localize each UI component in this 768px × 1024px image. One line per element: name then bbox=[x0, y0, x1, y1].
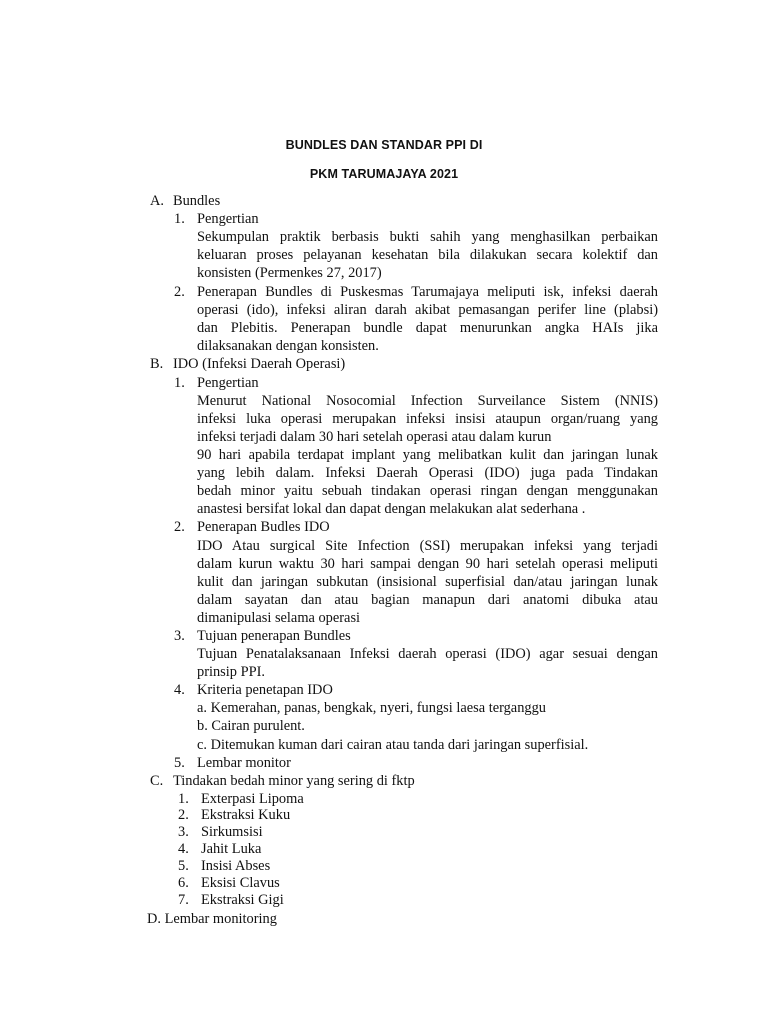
section-b-item3-heading: Tujuan penerapan Bundles bbox=[197, 628, 351, 644]
section-c-item-label: Ekstraksi Gigi bbox=[201, 892, 284, 908]
section-b-item4-subitem: a. Kemerahan, panas, bengkak, nyeri, fungsi laesa terganggu bbox=[197, 700, 546, 716]
section-b-item3-number: 3. bbox=[174, 628, 185, 644]
section-a-item1-line: Sekumpulan praktik berbasis bukti sahih yang menghasilkan perbaikan bbox=[197, 229, 658, 245]
section-a-heading: Bundles bbox=[173, 193, 221, 209]
section-a-item1-line: keluaran proses pelayanan kesehatan bila dilakukan secara kolektif dan bbox=[197, 247, 658, 263]
section-c-item-label: Sirkumsisi bbox=[201, 824, 263, 840]
section-b-item2-line: dalam kurun waktu 30 hari sampai dengan 90 hari setelah operasi meliputi bbox=[197, 556, 658, 572]
section-a-marker: A. bbox=[150, 193, 164, 209]
section-b-item1-line: Menurut National Nosocomial Infection Surveilance Sistem (NNIS) bbox=[197, 393, 658, 409]
section-c-item-number: 3. bbox=[178, 824, 189, 840]
section-a-item1-number: 1. bbox=[174, 211, 185, 227]
section-b-item1-line: bedah minor yaitu sebuah tindakan operasi ringan dengan menggunakan bbox=[197, 483, 658, 499]
section-c-item-number: 7. bbox=[178, 892, 189, 908]
section-a-item2-number: 2. bbox=[174, 284, 185, 300]
section-b-item2-line: dalam sayatan dan atau bagian manapun dari anatomi dibuka atau bbox=[197, 592, 658, 608]
section-c-marker: C. bbox=[150, 773, 164, 789]
section-c-item-number: 2. bbox=[178, 807, 189, 823]
section-b-item1-line: yang lebih dalam. Infeksi Daerah Operasi (IDO) juga pada Tindakan bbox=[197, 465, 658, 481]
section-d-heading: D. Lembar monitoring bbox=[147, 911, 277, 927]
section-b-item2-line: kulit dan jaringan subkutan (insisional superfisial dan/atau jaringan lunak bbox=[197, 574, 658, 590]
section-b-item2-line: IDO Atau surgical Site Infection (SSI) merupakan infeksi yang terjadi bbox=[197, 538, 658, 554]
section-c-item-label: Eksisi Clavus bbox=[201, 875, 280, 891]
section-c-item-number: 5. bbox=[178, 858, 189, 874]
section-b-item2-line: dimanipulasi selama operasi bbox=[197, 610, 361, 626]
section-a-item2-line: dan Plebitis. Penerapan bundle dapat menurunkan angka HAIs jika bbox=[197, 320, 658, 336]
section-b-item1-line: infeksi luka operasi merupakan infeksi insisi ataupun organ/ruang yang bbox=[197, 411, 658, 427]
section-b-item3-line: Tujuan Penatalaksanaan Infeksi daerah operasi (IDO) agar sesuai dengan bbox=[197, 646, 658, 662]
section-b-item1-heading: Pengertian bbox=[197, 375, 259, 391]
section-c-item-label: Ekstraksi Kuku bbox=[201, 807, 291, 823]
section-b-item1-line: infeksi terjadi dalam 30 hari setelah operasi atau dalam kurun bbox=[197, 429, 552, 445]
document-title-line-1: BUNDLES DAN STANDAR PPI DI bbox=[285, 138, 483, 152]
section-b-item4-heading: Kriteria penetapan IDO bbox=[197, 682, 333, 698]
section-c-item-number: 4. bbox=[178, 841, 189, 857]
section-a-item2-line: Penerapan Bundles di Puskesmas Tarumajaya meliputi isk, infeksi daerah bbox=[197, 284, 658, 300]
section-c-item-number: 1. bbox=[178, 791, 189, 807]
section-a-item2-line: dilaksanakan dengan konsisten. bbox=[197, 338, 379, 354]
section-a-item2-line: operasi (ido), infeksi aliran darah akibat pemasangan perifer line (plabsi) bbox=[197, 302, 658, 318]
section-b-heading: IDO (Infeksi Daerah Operasi) bbox=[173, 356, 346, 372]
section-c-item-label: Jahit Luka bbox=[201, 841, 262, 857]
section-a-item1-heading: Pengertian bbox=[197, 211, 259, 227]
section-b-item1-line: 90 hari apabila terdapat implant yang melibatkan kulit dan jaringan lunak bbox=[197, 447, 658, 463]
section-b-item5-number: 5. bbox=[174, 755, 185, 771]
section-b-item1-line: anastesi bersifat lokal dan dapat dengan melakukan alat sederhana . bbox=[197, 501, 586, 517]
section-b-item4-subitem: c. Ditemukan kuman dari cairan atau tanda dari jaringan superfisial. bbox=[197, 737, 589, 753]
section-b-item4-number: 4. bbox=[174, 682, 185, 698]
section-b-marker: B. bbox=[150, 356, 164, 372]
section-c-item-number: 6. bbox=[178, 875, 189, 891]
section-b-item1-number: 1. bbox=[174, 375, 185, 391]
section-b-item5-heading: Lembar monitor bbox=[197, 755, 291, 771]
section-a-item1-line: konsisten (Permenkes 27, 2017) bbox=[197, 265, 382, 281]
section-c-item-label: Exterpasi Lipoma bbox=[201, 791, 304, 807]
section-b-item2-number: 2. bbox=[174, 519, 185, 535]
section-b-item3-line: prinsip PPI. bbox=[197, 664, 265, 680]
section-c-heading: Tindakan bedah minor yang sering di fktp bbox=[173, 773, 415, 789]
section-b-item4-subitem: b. Cairan purulent. bbox=[197, 718, 305, 734]
section-c-item-label: Insisi Abses bbox=[201, 858, 271, 874]
document-title-line-2: PKM TARUMAJAYA 2021 bbox=[309, 167, 459, 181]
section-b-item2-heading: Penerapan Budles IDO bbox=[197, 519, 330, 535]
